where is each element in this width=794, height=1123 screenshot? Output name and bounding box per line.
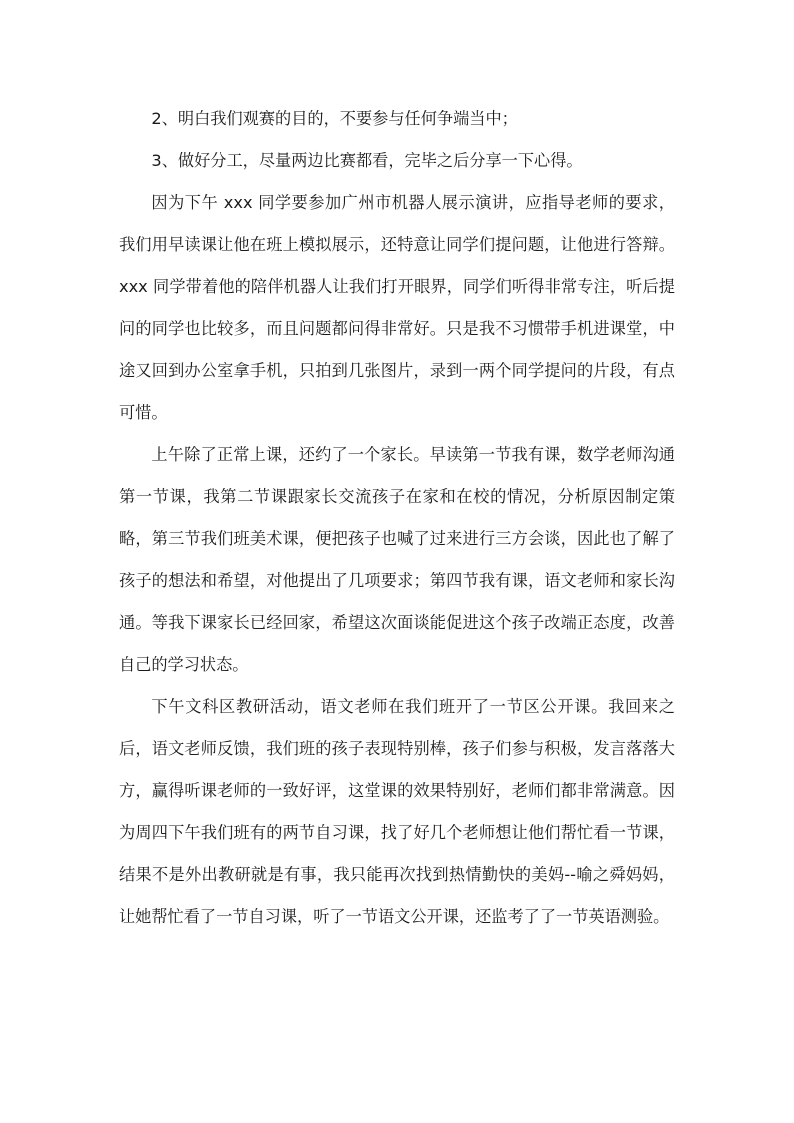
paragraph-robot-presentation: 因为下午 xxx 同学要参加广州市机器人展示演讲，应指导老师的要求，我们用早读课让他在班上模拟展示，还特意让同学们提问题，让他进行答辩。xxx 同学带着他的陪伴机器人让我们打开眼界，同学们听得非常专注，听后提问的同学也比较多，而且问题都问得非常好。只是我不习惯带手机进课堂，中途又回到办公室拿手机，只拍到几张图片，录到一两个同学提问的片段，有点可惜。	[119, 193, 675, 422]
paragraph-item-3: 3、做好分工，尽量两边比赛都看，完毕之后分享一下心得。	[151, 151, 583, 170]
document-body	[119, 98, 675, 938]
paragraph-item-2: 2、明白我们观赛的目的，不要参与任何争端当中；	[151, 109, 518, 128]
paragraph-parent-meeting: 上午除了正常上课，还约了一个家长。早读第一节我有课，数学老师沟通第一节课，我第二节课跟家长交流孩子在家和在校的情况，分析原因制定策略，第三节我们班美术课，便把孩子也喊了过来进行三方会谈，因此也了解了孩子的想法和希望，对他提出了几项要求；第四节我有课，语文老师和家长沟通。等我下课家长已经回家，希望这次面谈能促进这个孩子改端正态度，改善自己的学习状态。	[119, 445, 675, 674]
paragraph-open-class: 下午文科区教研活动，语文老师在我们班开了一节区公开课。我回来之后，语文老师反馈，我们班的孩子表现特别棒，孩子们参与积极，发言落落大方，赢得听课老师的一致好评，这堂课的效果特别好，老师们都非常满意。因为周四下午我们班有的两节自习课，找了好几个老师想让他们帮忙看一节课，结果不是外出教研就是有事，我只能再次找到热情勤快的美妈--喻之舜妈妈，让她帮忙看了一节自习课，听了一节语文公开课，还监考了了一节英语测验。	[119, 697, 675, 926]
